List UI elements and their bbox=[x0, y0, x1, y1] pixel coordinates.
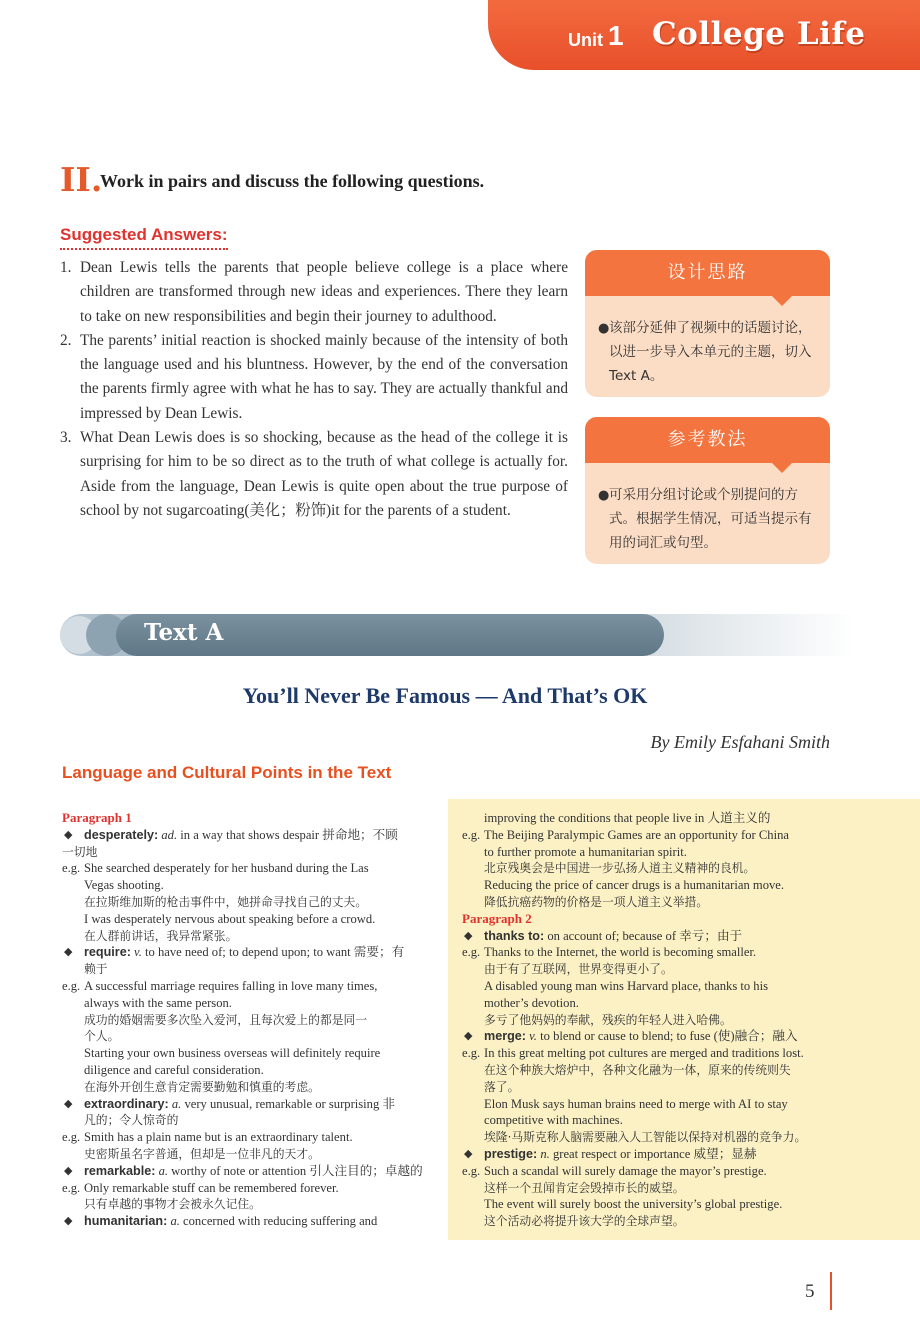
example-text: The Beijing Paralympic Games are an opportunity for China bbox=[484, 827, 789, 842]
example-translation: 史密斯虽名字普通，但却是一位非凡的天才。 bbox=[84, 1146, 320, 1161]
definition: great respect or importance 威望；显赫 bbox=[552, 1146, 757, 1161]
design-idea-body bbox=[585, 296, 830, 397]
bullet-diamond-icon: ◆ bbox=[464, 929, 473, 942]
example-text: Vegas shooting. bbox=[84, 878, 164, 893]
definition-cont: 凡的；令人惊奇的 bbox=[84, 1113, 179, 1128]
definition: to blend or cause to blend; to fuse (使)融合；融入 bbox=[540, 1029, 798, 1044]
bullet-diamond-icon: ◆ bbox=[64, 946, 73, 959]
example-text: The event will surely boost the university’s global prestige. bbox=[484, 1197, 783, 1212]
answer-number: 1. bbox=[60, 259, 72, 276]
answers-list bbox=[60, 256, 568, 523]
vocab-entry bbox=[462, 1028, 834, 1045]
vocab-word: thanks to: bbox=[484, 928, 545, 943]
example-text: Only remarkable stuff can be remembered forever. bbox=[84, 1180, 339, 1195]
vocab-entry bbox=[62, 1096, 434, 1113]
example bbox=[462, 827, 834, 844]
definition-cont: 一切地 bbox=[62, 844, 98, 859]
example-text: I was desperately nervous about speaking before a crowd. bbox=[84, 911, 376, 926]
example-text: She searched desperately for her husband during the Las bbox=[84, 861, 369, 876]
example-text: Smith has a plain name but is an extraordinary talent. bbox=[84, 1130, 353, 1145]
example-translation: 埃隆·马斯克称人脑需要融入人工智能以保持对机器的竞争力。 bbox=[484, 1130, 807, 1145]
example bbox=[62, 1129, 434, 1146]
definition: to have need of; to depend upon; to want 需要；有 bbox=[145, 945, 405, 960]
example-text: diligence and careful consideration. bbox=[84, 1062, 264, 1077]
bullet-diamond-icon: ◆ bbox=[464, 1030, 473, 1043]
vocab-entry bbox=[62, 1163, 434, 1180]
unit-header-tab bbox=[488, 0, 920, 70]
vocab-entry bbox=[62, 944, 434, 961]
vocab-column-left bbox=[62, 810, 434, 1230]
design-idea-text: 该部分延伸了视频中的话题讨论，以进一步导入本单元的主题，切入Text A。 bbox=[609, 320, 812, 384]
unit-label: Unit bbox=[568, 30, 603, 50]
answer-item bbox=[60, 329, 568, 426]
vocab-word: prestige: bbox=[484, 1146, 538, 1161]
teaching-method-text: 可采用分组讨论或个别提问的方式。根据学生情况，可适当提示有用的词汇或句型。 bbox=[609, 487, 812, 551]
definition: in a way that shows despair 拼命地；不顾 bbox=[180, 827, 398, 842]
bullet-diamond-icon: ◆ bbox=[64, 828, 73, 841]
text-a-title: You’ll Never Be Famous — And That’s OK bbox=[242, 683, 648, 708]
answer-number: 3. bbox=[60, 429, 72, 447]
page-number-rule bbox=[830, 1272, 832, 1310]
eg-marker: e.g. bbox=[462, 827, 481, 842]
example-text: A successful marriage requires falling in love many times, bbox=[84, 978, 378, 993]
design-idea-title: 设计思路 bbox=[585, 250, 830, 296]
example-translation: 北京残奥会是中国进一步弘扬人道主义精神的良机。 bbox=[484, 861, 756, 876]
example bbox=[62, 1180, 434, 1197]
answer-item bbox=[60, 256, 568, 329]
bullet-diamond-icon: ◆ bbox=[64, 1164, 73, 1177]
eg-marker: e.g. bbox=[62, 978, 81, 993]
vocab-word: remarkable: bbox=[84, 1163, 156, 1178]
example-translation: 多亏了他妈妈的奉献，残疾的年轻人进入哈佛。 bbox=[484, 1012, 732, 1027]
definition: on account of; because of 幸亏；由于 bbox=[547, 928, 743, 943]
example-translation: 只有卓越的事物才会被永久记住。 bbox=[84, 1197, 261, 1212]
example bbox=[62, 978, 434, 995]
unit-number: 1 bbox=[608, 20, 624, 51]
vocab-column-right bbox=[462, 810, 834, 1230]
text-a-banner bbox=[60, 614, 856, 656]
example-translation: 成功的婚姻需要多次坠入爱河，且每次爱上的都是同一 bbox=[84, 1012, 368, 1027]
example-text: to further promote a humanitarian spirit. bbox=[484, 844, 687, 859]
text-a-label: Text A bbox=[144, 619, 224, 646]
part-of-speech: ad. bbox=[161, 827, 178, 842]
vocab-entry bbox=[462, 928, 834, 945]
design-idea-box bbox=[585, 250, 830, 397]
paragraph-label: Paragraph 2 bbox=[462, 910, 532, 926]
example-text: Such a scandal will surely damage the mayor’s prestige. bbox=[484, 1163, 767, 1178]
example-text: A disabled young man wins Harvard place, thanks to his bbox=[484, 978, 769, 993]
answer-text: What Dean Lewis does is so shocking, because as the head of the college it is surprising for him to be so direct as to the truth of what college is actually for. Aside from the language, Dean Lewis is quite open about the true purpose of school by not sugarcoating(美化；粉饰)it for the parents of a student. bbox=[80, 429, 568, 519]
example-translation: 这样一个丑闻肯定会毁掉市长的威望。 bbox=[484, 1180, 685, 1195]
bullet-dot: ● bbox=[598, 488, 610, 503]
definition-cont: improving the conditions that people live in 人道主义的 bbox=[484, 811, 771, 825]
example bbox=[62, 860, 434, 877]
answer-text: The parents’ initial reaction is shocked mainly because of the intensity of both the language used and his bluntness. However, by the end of the conversation the parents firmly agree with what he has to say. They are actually thankful and impressed by Dean Lewis. bbox=[80, 331, 568, 422]
answer-number: 2. bbox=[60, 331, 72, 349]
language-points-heading: Language and Cultural Points in the Text bbox=[62, 763, 392, 782]
bullet-dot: ● bbox=[598, 321, 610, 336]
eg-marker: e.g. bbox=[462, 1046, 481, 1061]
answer-item bbox=[60, 426, 568, 523]
suggested-answers-label: Suggested Answers: bbox=[60, 225, 228, 250]
vocab-word: humanitarian: bbox=[84, 1214, 168, 1229]
vocab-entry bbox=[462, 1146, 834, 1163]
example-text: Starting your own business overseas will definitely require bbox=[84, 1046, 381, 1061]
teaching-method-title: 参考教法 bbox=[585, 417, 830, 463]
bullet-diamond-icon: ◆ bbox=[464, 1147, 473, 1160]
example-text: Elon Musk says human brains need to merge with AI to stay bbox=[484, 1096, 788, 1111]
section-heading: Work in pairs and discuss the following questions. bbox=[100, 171, 485, 191]
definition: very unusual, remarkable or surprising 非 bbox=[184, 1096, 396, 1111]
vocab-word: merge: bbox=[484, 1029, 526, 1044]
text-a-author: By Emily Esfahani Smith bbox=[650, 732, 830, 752]
example-translation: 落了。 bbox=[484, 1079, 520, 1094]
paragraph-label: Paragraph 1 bbox=[62, 810, 132, 825]
eg-marker: e.g. bbox=[462, 945, 481, 960]
example bbox=[462, 1045, 834, 1062]
example-translation: 个人。 bbox=[84, 1029, 120, 1044]
example-translation: 在这个种族大熔炉中，各种文化融为一体，原来的传统则失 bbox=[484, 1062, 791, 1077]
example-text: Thanks to the Internet, the world is becoming smaller. bbox=[484, 945, 757, 960]
example-translation: 降低抗癌药物的价格是一项人道主义举措。 bbox=[484, 894, 709, 909]
example-text: Reducing the price of cancer drugs is a humanitarian move. bbox=[484, 878, 785, 893]
example-translation: 由于有了互联网，世界变得更小了。 bbox=[484, 962, 673, 977]
vocab-entry bbox=[62, 1213, 434, 1230]
example-translation: 在海外开创生意肯定需要勤勉和慎重的考虑。 bbox=[84, 1079, 320, 1094]
vocab-word: extraordinary: bbox=[84, 1096, 169, 1111]
vocab-word: desperately: bbox=[84, 827, 159, 842]
example-text: always with the same person. bbox=[84, 995, 232, 1010]
vocab-word: require: bbox=[84, 945, 131, 960]
example-translation: 在人群前讲话，我异常紧张。 bbox=[84, 928, 238, 943]
eg-marker: e.g. bbox=[62, 1180, 81, 1195]
part-of-speech: v. bbox=[134, 945, 142, 960]
bullet-diamond-icon: ◆ bbox=[64, 1215, 73, 1228]
example-translation: 这个活动必将提升该大学的全球声望。 bbox=[484, 1214, 685, 1229]
part-of-speech: n. bbox=[540, 1146, 550, 1161]
eg-marker: e.g. bbox=[462, 1163, 481, 1178]
example bbox=[462, 944, 834, 961]
part-of-speech: a. bbox=[170, 1214, 180, 1229]
example-translation: 在拉斯维加斯的枪击事件中，她拼命寻找自己的丈夫。 bbox=[84, 894, 368, 909]
part-of-speech: a. bbox=[158, 1163, 169, 1178]
part-of-speech: v. bbox=[529, 1029, 537, 1044]
definition-cont: 赖于 bbox=[84, 962, 108, 977]
definition: worthy of note or attention 引人注目的；卓越的 bbox=[171, 1163, 423, 1178]
answer-text: Dean Lewis tells the parents that people believe college is a place where children are transformed through new ideas and experiences. There they learn to take on new responsibilities and begin their journey to adulthood. bbox=[80, 259, 568, 325]
teaching-method-body bbox=[585, 463, 830, 564]
eg-marker: e.g. bbox=[62, 1130, 81, 1145]
vocab-entry bbox=[62, 827, 434, 844]
section-number: II. bbox=[60, 160, 103, 199]
teaching-method-box bbox=[585, 417, 830, 564]
part-of-speech: a. bbox=[171, 1096, 182, 1111]
bullet-diamond-icon: ◆ bbox=[64, 1097, 73, 1110]
example-text: mother’s devotion. bbox=[484, 995, 579, 1010]
definition: concerned with reducing suffering and bbox=[183, 1214, 378, 1229]
example-text: In this great melting pot cultures are merged and traditions lost. bbox=[484, 1046, 804, 1061]
unit-title: College Life bbox=[652, 16, 866, 52]
example bbox=[462, 1163, 834, 1180]
example-text: competitive with machines. bbox=[484, 1113, 623, 1128]
page-number: 5 bbox=[805, 1281, 815, 1302]
eg-marker: e.g. bbox=[62, 861, 81, 876]
